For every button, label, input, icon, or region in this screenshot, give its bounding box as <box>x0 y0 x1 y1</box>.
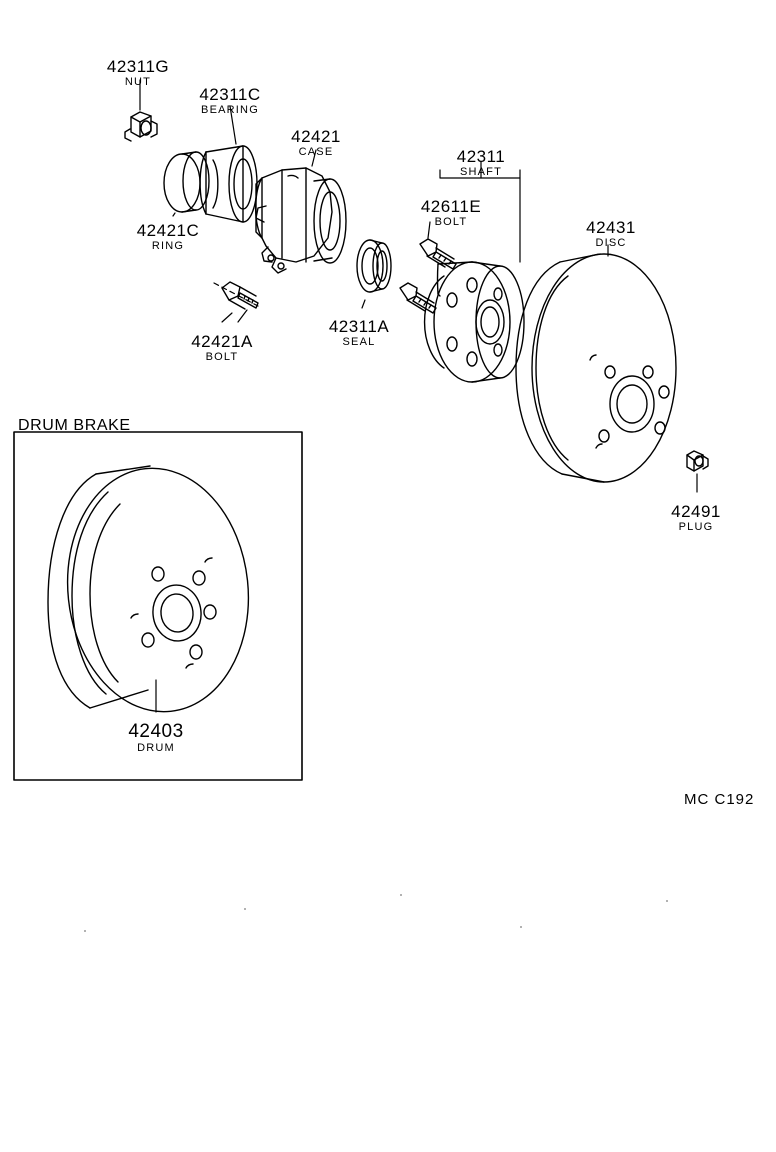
label-seal-name: SEAL <box>342 335 376 348</box>
label-plug-name: PLUG <box>678 520 714 533</box>
label-shaft-name: SHAFT <box>459 165 503 178</box>
part-drum-graphic <box>48 459 260 720</box>
registration-dot <box>666 900 668 902</box>
label-case-name: CASE <box>298 145 334 158</box>
label-seal <box>329 318 389 348</box>
label-seal-number: 42311A <box>328 317 390 336</box>
label-drum <box>128 722 183 754</box>
label-nut-name: NUT <box>124 75 152 88</box>
label-drum-number: 42403 <box>128 721 184 742</box>
label-shaft <box>457 148 506 178</box>
label-bolt-a <box>191 333 253 363</box>
label-ring-number: 42421C <box>136 221 200 240</box>
part-case-graphic <box>256 168 346 273</box>
part-bolt-a-graphic <box>222 282 258 309</box>
footer-code: MC C192 <box>684 791 755 808</box>
label-bolt-a-number: 42421A <box>191 332 253 351</box>
part-disc-graphic <box>516 254 676 482</box>
label-bearing-number: 42311C <box>199 85 261 104</box>
registration-dot <box>244 908 246 910</box>
part-seal-graphic <box>357 240 391 292</box>
label-ring <box>137 222 200 252</box>
label-plug-number: 42491 <box>671 502 721 521</box>
registration-dot <box>400 894 402 896</box>
label-disc-name: DISC <box>595 236 627 249</box>
part-shaft-graphic <box>425 262 524 382</box>
label-ring-name: RING <box>151 239 185 252</box>
label-disc-number: 42431 <box>586 218 636 237</box>
part-nut-graphic <box>125 112 157 141</box>
label-bolt-e-name: BOLT <box>434 215 468 228</box>
registration-dot <box>520 926 522 928</box>
label-drum-name: DRUM <box>137 741 175 754</box>
label-case-number: 42421 <box>291 127 341 146</box>
inset-title: DRUM BRAKE <box>18 417 131 434</box>
label-bearing-name: BEARING <box>201 103 259 116</box>
label-plug <box>671 503 721 533</box>
label-bolt-a-name: BOLT <box>205 350 239 363</box>
label-bolt-e-number: 42611E <box>420 197 482 216</box>
label-case <box>291 128 341 158</box>
label-disc <box>586 219 636 249</box>
label-bearing <box>199 86 260 116</box>
label-nut <box>107 58 169 88</box>
label-bolt-e <box>421 198 481 228</box>
label-shaft-number: 42311 <box>456 147 506 166</box>
registration-dot <box>84 930 86 932</box>
label-nut-number: 42311G <box>106 57 170 76</box>
part-plug-graphic <box>687 451 708 471</box>
